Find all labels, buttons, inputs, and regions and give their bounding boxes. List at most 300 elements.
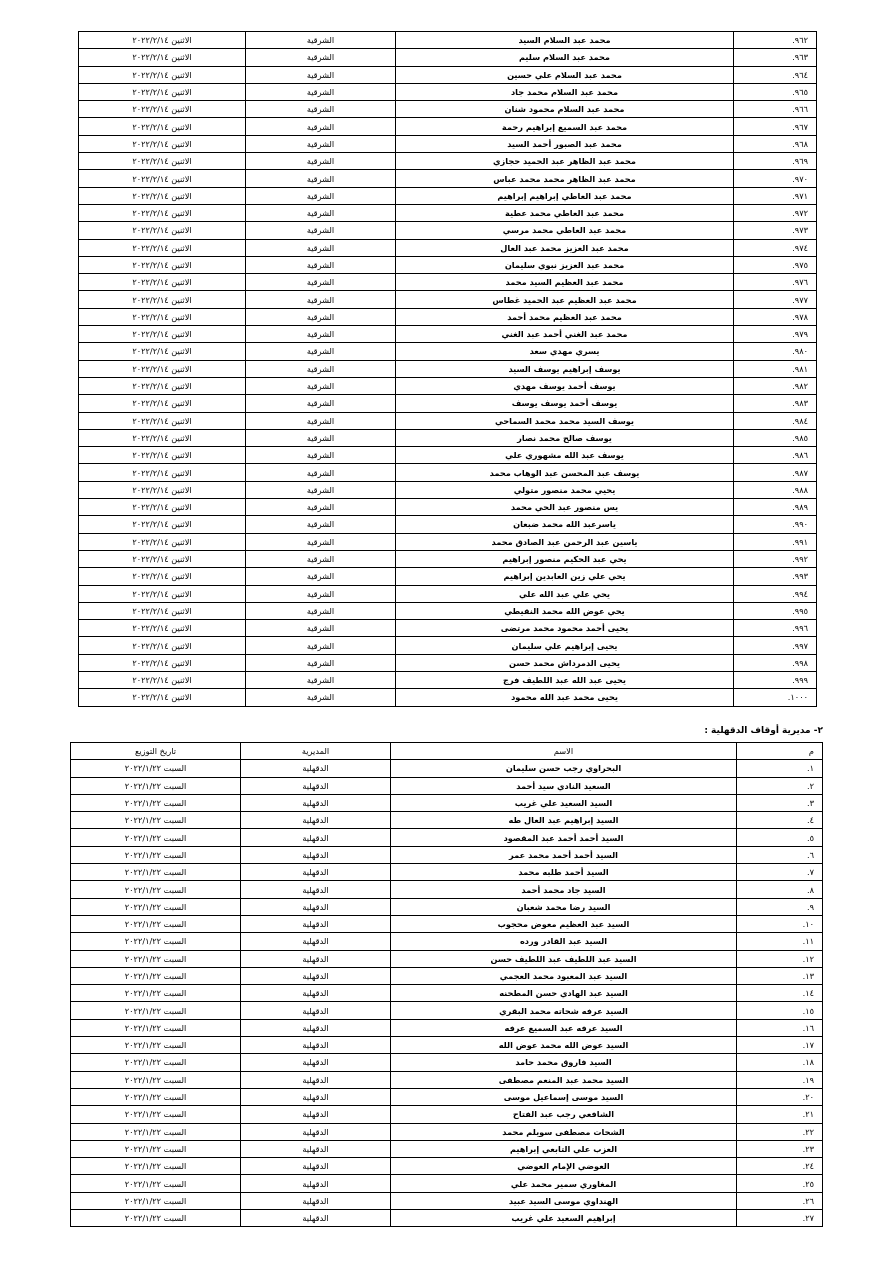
row-name: السيد أحمد أحمد محمد عمر (391, 846, 737, 863)
table-row (71, 1175, 823, 1192)
table-row (79, 671, 817, 688)
table-row (79, 602, 817, 619)
row-date: السبت ٢٠٢٢/١/٢٢ (71, 1071, 241, 1088)
table-row (71, 1210, 823, 1227)
row-number: ١٣. (737, 967, 823, 984)
table-row (79, 187, 817, 204)
row-directorate: الشرقية (246, 274, 396, 291)
distribution-table-dakahlia (70, 742, 823, 1227)
row-date: السبت ٢٠٢٢/١/٢٢ (71, 898, 241, 915)
row-name: يحيي محمد منصور متولي (396, 481, 734, 498)
row-directorate: الدقهلية (241, 829, 391, 846)
row-directorate: الدقهلية (241, 1037, 391, 1054)
row-directorate: الشرقية (246, 671, 396, 688)
table-row (79, 118, 817, 135)
row-number: ٩٦٤. (734, 66, 817, 83)
row-date: السبت ٢٠٢٢/١/٢٢ (71, 777, 241, 794)
table-row (71, 864, 823, 881)
row-date: السبت ٢٠٢٢/١/٢٢ (71, 1192, 241, 1209)
row-name: محمد عبد السلام محمد جاد (396, 83, 734, 100)
table-row (71, 760, 823, 777)
row-date: السبت ٢٠٢٢/١/٢٢ (71, 794, 241, 811)
row-name: السيد جاد محمد أحمد (391, 881, 737, 898)
row-number: ١٧. (737, 1037, 823, 1054)
row-date: السبت ٢٠٢٢/١/٢٢ (71, 846, 241, 863)
row-directorate: الدقهلية (241, 1002, 391, 1019)
row-directorate: الشرقية (246, 377, 396, 394)
row-name: محمد عبد الظاهر عبد الحميد حجازي (396, 153, 734, 170)
table-row (79, 585, 817, 602)
row-name: يحيى محمد عبد الله محمود (396, 689, 734, 706)
row-date: الاثنين ٢٠٢٢/٢/١٤ (79, 550, 246, 567)
row-directorate: الشرقية (246, 66, 396, 83)
table-row (79, 481, 817, 498)
row-name: ياسرعبد الله محمد ضبعان (396, 516, 734, 533)
row-name: يوسف أحمد يوسف مهدي (396, 377, 734, 394)
row-directorate: الشرقية (246, 83, 396, 100)
row-name: السيد عبد القادر ورده (391, 933, 737, 950)
row-number: ٩٨٥. (734, 429, 817, 446)
row-name: يحيى الدمرداش محمد حسن (396, 654, 734, 671)
row-date: الاثنين ٢٠٢٢/٢/١٤ (79, 101, 246, 118)
table-row (71, 967, 823, 984)
row-name: يحيى أحمد محمود محمد مرتضى (396, 620, 734, 637)
table-row (79, 66, 817, 83)
row-number: ٢٤. (737, 1158, 823, 1175)
table-row (79, 360, 817, 377)
row-date: الاثنين ٢٠٢٢/٢/١٤ (79, 620, 246, 637)
row-directorate: الشرقية (246, 533, 396, 550)
row-date: السبت ٢٠٢٢/١/٢٢ (71, 829, 241, 846)
row-directorate: الدقهلية (241, 1123, 391, 1140)
row-name: يس منصور عبد الحي محمد (396, 499, 734, 516)
row-date: الاثنين ٢٠٢٢/٢/١٤ (79, 689, 246, 706)
row-number: ٩٩٧. (734, 637, 817, 654)
row-directorate: الشرقية (246, 118, 396, 135)
row-name: يوسف صالح محمد نصار (396, 429, 734, 446)
row-directorate: الدقهلية (241, 1071, 391, 1088)
table-row (71, 1071, 823, 1088)
row-name: السيد موسى إسماعيل موسى (391, 1088, 737, 1105)
row-name: ياسين عبد الرحمن عبد الصادق محمد (396, 533, 734, 550)
row-number: ٩٨٤. (734, 412, 817, 429)
row-number: ٩٩٥. (734, 602, 817, 619)
row-number: ١٢. (737, 950, 823, 967)
row-name: يسري مهدي سعد (396, 343, 734, 360)
row-directorate: الشرقية (246, 187, 396, 204)
row-number: ٢. (737, 777, 823, 794)
row-number: ٩٧٥. (734, 256, 817, 273)
row-number: ٩٨٩. (734, 499, 817, 516)
row-date: الاثنين ٢٠٢٢/٢/١٤ (79, 153, 246, 170)
row-number: ٩٦٥. (734, 83, 817, 100)
row-number: ١٠. (737, 915, 823, 932)
row-directorate: الدقهلية (241, 1140, 391, 1157)
row-name: محمد عبد الظاهر محمد محمد عباس (396, 170, 734, 187)
row-number: ٩٩٣. (734, 568, 817, 585)
row-date: الاثنين ٢٠٢٢/٢/١٤ (79, 49, 246, 66)
row-date: السبت ٢٠٢٢/١/٢٢ (71, 1002, 241, 1019)
row-date: الاثنين ٢٠٢٢/٢/١٤ (79, 671, 246, 688)
table-row (79, 239, 817, 256)
header-directorate: المديرية (241, 743, 391, 760)
row-name: السيد عبد الهادي حسن المطحنه (391, 985, 737, 1002)
row-number: ٩٩٦. (734, 620, 817, 637)
row-directorate: الشرقية (246, 308, 396, 325)
row-number: ٩٩٢. (734, 550, 817, 567)
row-directorate: الدقهلية (241, 812, 391, 829)
table-row (71, 1054, 823, 1071)
header-name: الاسم (391, 743, 737, 760)
table-row (79, 170, 817, 187)
table-row (71, 881, 823, 898)
row-number: ١. (737, 760, 823, 777)
row-directorate: الشرقية (246, 204, 396, 221)
row-directorate: الشرقية (246, 429, 396, 446)
row-directorate: الدقهلية (241, 881, 391, 898)
row-number: ١٨. (737, 1054, 823, 1071)
row-number: ٩٧٩. (734, 326, 817, 343)
row-name: محمد عبد العزيز نبوي سليمان (396, 256, 734, 273)
row-number: ٩٦٣. (734, 49, 817, 66)
row-date: الاثنين ٢٠٢٢/٢/١٤ (79, 239, 246, 256)
table-row (71, 812, 823, 829)
row-name: يحي عوض الله محمد النقيطي (396, 602, 734, 619)
row-number: ٩٦٩. (734, 153, 817, 170)
row-date: السبت ٢٠٢٢/١/٢٢ (71, 812, 241, 829)
row-number: ٢٣. (737, 1140, 823, 1157)
row-number: ٢٢. (737, 1123, 823, 1140)
row-number: ٩٨٢. (734, 377, 817, 394)
row-number: ٩٨٠. (734, 343, 817, 360)
row-name: محمد عبد العاطي محمد عطية (396, 204, 734, 221)
table-row (71, 846, 823, 863)
row-number: ١٦. (737, 1019, 823, 1036)
row-date: السبت ٢٠٢٢/١/٢٢ (71, 967, 241, 984)
row-number: ١٩. (737, 1071, 823, 1088)
row-number: ٩٨٧. (734, 464, 817, 481)
row-directorate: الدقهلية (241, 950, 391, 967)
row-number: ٩٧٣. (734, 222, 817, 239)
table-row (71, 777, 823, 794)
row-date: الاثنين ٢٠٢٢/٢/١٤ (79, 118, 246, 135)
row-date: الاثنين ٢٠٢٢/٢/١٤ (79, 187, 246, 204)
table-row (79, 343, 817, 360)
row-number: ٩٧٤. (734, 239, 817, 256)
row-name: السيد محمد عبد المنعم مصطفى (391, 1071, 737, 1088)
table-row (71, 950, 823, 967)
row-number: ٩٨١. (734, 360, 817, 377)
table-row (71, 985, 823, 1002)
row-directorate: الدقهلية (241, 933, 391, 950)
table-row (79, 516, 817, 533)
table-row (79, 222, 817, 239)
row-date: السبت ٢٠٢٢/١/٢٢ (71, 1037, 241, 1054)
row-directorate: الشرقية (246, 481, 396, 498)
row-name: العزب علي التابعي إبراهيم (391, 1140, 737, 1157)
row-name: محمد عبد السلام سليم (396, 49, 734, 66)
table-row (71, 829, 823, 846)
row-date: السبت ٢٠٢٢/١/٢٢ (71, 985, 241, 1002)
row-date: الاثنين ٢٠٢٢/٢/١٤ (79, 516, 246, 533)
row-name: يوسف إبراهيم يوسف السيد (396, 360, 734, 377)
row-name: السيد عبد العظيم معوض محجوب (391, 915, 737, 932)
row-number: ٤. (737, 812, 823, 829)
row-date: الاثنين ٢٠٢٢/٢/١٤ (79, 602, 246, 619)
table-row (79, 533, 817, 550)
row-name: السعيد النادي سيد أحمد (391, 777, 737, 794)
row-date: السبت ٢٠٢٢/١/٢٢ (71, 915, 241, 932)
table-row (79, 256, 817, 273)
row-directorate: الشرقية (246, 256, 396, 273)
row-directorate: الشرقية (246, 101, 396, 118)
table-row (79, 274, 817, 291)
table-row (79, 101, 817, 118)
table-row (79, 499, 817, 516)
table-row (79, 412, 817, 429)
table-row (71, 1140, 823, 1157)
row-name: السيد عرفه شحاته محمد البقري (391, 1002, 737, 1019)
row-directorate: الشرقية (246, 499, 396, 516)
row-name: السيد عوض الله محمد عوض الله (391, 1037, 737, 1054)
row-number: ٢٠. (737, 1088, 823, 1105)
row-directorate: الشرقية (246, 222, 396, 239)
row-date: السبت ٢٠٢٢/١/٢٢ (71, 1210, 241, 1227)
table-row (79, 204, 817, 221)
row-name: محمد عبد السميع إبراهيم رحمة (396, 118, 734, 135)
table-row (71, 915, 823, 932)
row-name: محمد عبد السلام علي حسين (396, 66, 734, 83)
row-name: الشافعي رجب عبد الفتاح (391, 1106, 737, 1123)
table-row (71, 933, 823, 950)
row-number: ١١. (737, 933, 823, 950)
table-row (79, 135, 817, 152)
table-row (79, 464, 817, 481)
row-date: الاثنين ٢٠٢٢/٢/١٤ (79, 654, 246, 671)
table-row (79, 308, 817, 325)
row-number: ٩٧٧. (734, 291, 817, 308)
row-date: الاثنين ٢٠٢٢/٢/١٤ (79, 377, 246, 394)
row-date: السبت ٢٠٢٢/١/٢٢ (71, 933, 241, 950)
table-row (71, 1192, 823, 1209)
table-row (71, 1088, 823, 1105)
row-number: ٩٧٠. (734, 170, 817, 187)
row-name: السيد أحمد طلبه محمد (391, 864, 737, 881)
row-directorate: الدقهلية (241, 846, 391, 863)
row-number: ٧. (737, 864, 823, 881)
row-name: يحي علي زين العابدين إبراهيم (396, 568, 734, 585)
row-directorate: الدقهلية (241, 1054, 391, 1071)
table-body (71, 760, 823, 1227)
table-row (79, 568, 817, 585)
table-row (79, 32, 817, 49)
row-directorate: الشرقية (246, 447, 396, 464)
row-date: الاثنين ٢٠٢٢/٢/١٤ (79, 499, 246, 516)
row-name: يحي عبد الحكيم منصور إبراهيم (396, 550, 734, 567)
row-number: ٩٨٦. (734, 447, 817, 464)
row-date: الاثنين ٢٠٢٢/٢/١٤ (79, 256, 246, 273)
row-date: الاثنين ٢٠٢٢/٢/١٤ (79, 135, 246, 152)
row-name: السيد رضا محمد شعبان (391, 898, 737, 915)
row-number: ٩٦٧. (734, 118, 817, 135)
row-date: السبت ٢٠٢٢/١/٢٢ (71, 1019, 241, 1036)
row-directorate: الشرقية (246, 32, 396, 49)
table-row (79, 326, 817, 343)
row-date: الاثنين ٢٠٢٢/٢/١٤ (79, 32, 246, 49)
table-row (79, 291, 817, 308)
row-number: ٩٦٦. (734, 101, 817, 118)
row-name: السيد عبد المعبود محمد العجمي (391, 967, 737, 984)
table-row (79, 377, 817, 394)
row-number: ٩٩٨. (734, 654, 817, 671)
row-number: ٥. (737, 829, 823, 846)
row-number: ٩٧٨. (734, 308, 817, 325)
row-directorate: الشرقية (246, 412, 396, 429)
row-name: محمد عبد السلام السيد (396, 32, 734, 49)
row-directorate: الشرقية (246, 620, 396, 637)
row-directorate: الدقهلية (241, 760, 391, 777)
row-name: يحي علي عبد الله علي (396, 585, 734, 602)
table-row (79, 654, 817, 671)
row-name: محمد عبد العظيم محمد أحمد (396, 308, 734, 325)
row-number: ٩٩٩. (734, 671, 817, 688)
row-date: السبت ٢٠٢٢/١/٢٢ (71, 1140, 241, 1157)
row-date: الاثنين ٢٠٢٢/٢/١٤ (79, 637, 246, 654)
row-date: الاثنين ٢٠٢٢/٢/١٤ (79, 464, 246, 481)
row-directorate: الشرقية (246, 291, 396, 308)
row-directorate: الشرقية (246, 568, 396, 585)
row-date: الاثنين ٢٠٢٢/٢/١٤ (79, 66, 246, 83)
row-directorate: الشرقية (246, 585, 396, 602)
row-name: محمد عبد السلام محمود شنان (396, 101, 734, 118)
row-date: السبت ٢٠٢٢/١/٢٢ (71, 950, 241, 967)
row-name: محمد عبد العظيم السيد محمد (396, 274, 734, 291)
row-directorate: الدقهلية (241, 1088, 391, 1105)
row-number: ٩٧٦. (734, 274, 817, 291)
row-directorate: الدقهلية (241, 1106, 391, 1123)
row-directorate: الدقهلية (241, 1175, 391, 1192)
row-directorate: الشرقية (246, 239, 396, 256)
row-number: ٩٨٨. (734, 481, 817, 498)
row-date: الاثنين ٢٠٢٢/٢/١٤ (79, 274, 246, 291)
table-row (79, 620, 817, 637)
row-name: يوسف عبد المحسن عبد الوهاب محمد (396, 464, 734, 481)
table-body (79, 32, 817, 707)
row-number: ٩٧١. (734, 187, 817, 204)
row-number: ٩٩٠. (734, 516, 817, 533)
row-directorate: الدقهلية (241, 985, 391, 1002)
row-name: يحيى عبد الله عبد اللطيف فرج (396, 671, 734, 688)
row-directorate: الدقهلية (241, 1210, 391, 1227)
row-date: الاثنين ٢٠٢٢/٢/١٤ (79, 222, 246, 239)
row-directorate: الدقهلية (241, 1158, 391, 1175)
row-date: الاثنين ٢٠٢٢/٢/١٤ (79, 170, 246, 187)
row-number: ٩٦٨. (734, 135, 817, 152)
row-date: الاثنين ٢٠٢٢/٢/١٤ (79, 291, 246, 308)
row-date: الاثنين ٢٠٢٢/٢/١٤ (79, 481, 246, 498)
row-date: الاثنين ٢٠٢٢/٢/١٤ (79, 360, 246, 377)
row-name: إبراهيم السعيد علي غريب (391, 1210, 737, 1227)
row-name: السيد عبد اللطيف عبد اللطيف حسن (391, 950, 737, 967)
table-row (79, 637, 817, 654)
row-directorate: الشرقية (246, 170, 396, 187)
row-directorate: الشرقية (246, 550, 396, 567)
row-directorate: الشرقية (246, 343, 396, 360)
row-directorate: الشرقية (246, 153, 396, 170)
row-number: ٩. (737, 898, 823, 915)
row-number: ١٠٠٠. (734, 689, 817, 706)
row-number: ٢٦. (737, 1192, 823, 1209)
row-name: محمد عبد الصبور أحمد السيد (396, 135, 734, 152)
table-row (79, 689, 817, 706)
row-name: المغاوري سمير محمد علي (391, 1175, 737, 1192)
row-directorate: الدقهلية (241, 915, 391, 932)
row-directorate: الشرقية (246, 516, 396, 533)
row-date: السبت ٢٠٢٢/١/٢٢ (71, 1123, 241, 1140)
row-date: السبت ٢٠٢٢/١/٢٢ (71, 864, 241, 881)
row-date: الاثنين ٢٠٢٢/٢/١٤ (79, 326, 246, 343)
row-name: الهنداوي موسى السيد عبيد (391, 1192, 737, 1209)
row-directorate: الشرقية (246, 637, 396, 654)
row-directorate: الشرقية (246, 360, 396, 377)
table-row (79, 429, 817, 446)
row-name: الشحات مصطفى سويلم محمد (391, 1123, 737, 1140)
row-date: الاثنين ٢٠٢٢/٢/١٤ (79, 395, 246, 412)
row-date: السبت ٢٠٢٢/١/٢٢ (71, 881, 241, 898)
table-row (79, 153, 817, 170)
row-name: السيد السعيد علي غريب (391, 794, 737, 811)
row-number: ١٤. (737, 985, 823, 1002)
row-number: ٩٩١. (734, 533, 817, 550)
row-number: ٣. (737, 794, 823, 811)
row-name: محمد عبد الغني أحمد عبد الغني (396, 326, 734, 343)
row-name: يحيى إبراهيم علي سليمان (396, 637, 734, 654)
row-name: محمد عبد العظيم عبد الحميد غطاس (396, 291, 734, 308)
table-row (79, 550, 817, 567)
table-row (71, 1037, 823, 1054)
row-directorate: الشرقية (246, 49, 396, 66)
row-name: العوضي الإمام العوضي (391, 1158, 737, 1175)
table-row (71, 1002, 823, 1019)
row-directorate: الشرقية (246, 135, 396, 152)
row-date: السبت ٢٠٢٢/١/٢٢ (71, 760, 241, 777)
table-row (79, 83, 817, 100)
row-name: البحراوي رجب حسن سليمان (391, 760, 737, 777)
row-date: الاثنين ٢٠٢٢/٢/١٤ (79, 447, 246, 464)
row-directorate: الشرقية (246, 689, 396, 706)
row-name: يوسف السيد محمد محمد السماحي (396, 412, 734, 429)
row-directorate: الدقهلية (241, 1019, 391, 1036)
row-date: الاثنين ٢٠٢٢/٢/١٤ (79, 308, 246, 325)
row-number: ٩٨٣. (734, 395, 817, 412)
row-date: الاثنين ٢٠٢٢/٢/١٤ (79, 429, 246, 446)
row-name: السيد أحمد أحمد عبد المقصود (391, 829, 737, 846)
row-number: ٩٧٢. (734, 204, 817, 221)
row-directorate: الشرقية (246, 602, 396, 619)
row-name: السيد عرفه عبد السميع عرفه (391, 1019, 737, 1036)
header-date: تاريخ التوزيع (71, 743, 241, 760)
table-row (71, 898, 823, 915)
row-number: ٩٦٢. (734, 32, 817, 49)
row-directorate: الدقهلية (241, 1192, 391, 1209)
row-directorate: الدقهلية (241, 967, 391, 984)
table-row (79, 395, 817, 412)
row-directorate: الشرقية (246, 654, 396, 671)
table-row (71, 1158, 823, 1175)
row-name: محمد عبد العاطي إبراهيم إبراهيم (396, 187, 734, 204)
row-number: ٦. (737, 846, 823, 863)
row-date: السبت ٢٠٢٢/١/٢٢ (71, 1088, 241, 1105)
